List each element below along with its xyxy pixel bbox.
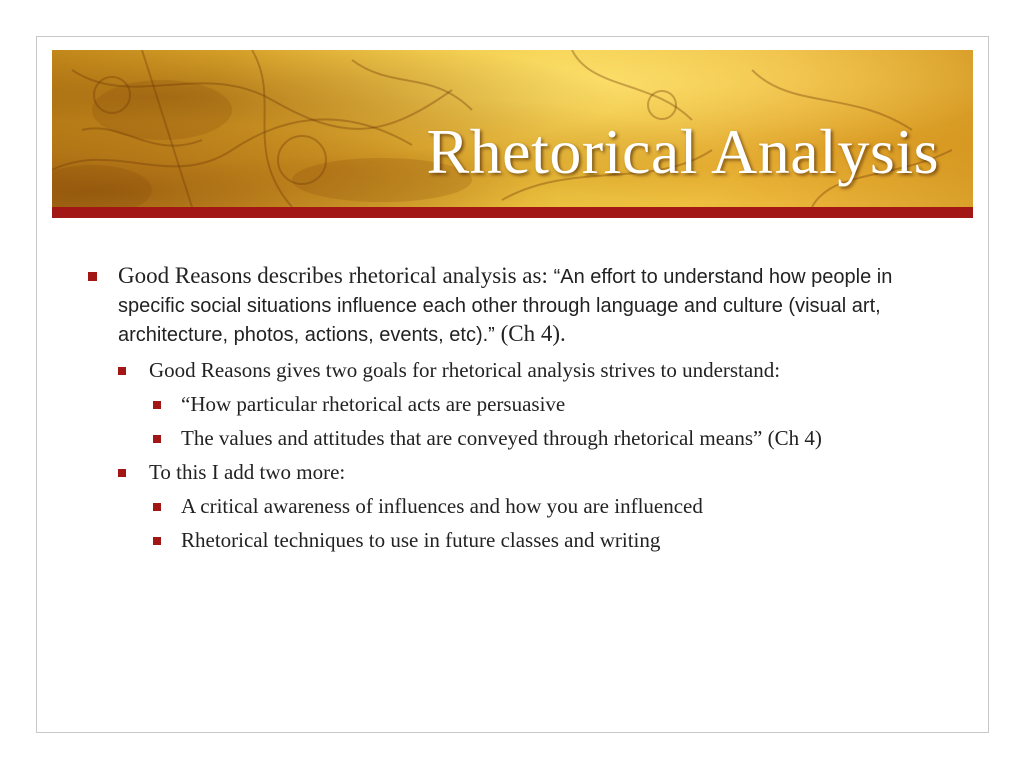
bullet-item-level2 [118,460,948,485]
bullet-item-level3 [153,494,948,519]
square-bullet-icon [153,401,161,409]
bullet-item-level3 [153,392,948,417]
bullet-item-level3 [153,528,948,553]
bullet-text: A critical awareness of influences and how you are influenced [181,494,703,518]
bullet-item-level2 [118,358,948,383]
slide-title: Rhetorical Analysis [426,116,939,187]
bullet-text [118,262,948,349]
bullet-text: “How particular rhetorical acts are persuasive [181,392,566,416]
quoted-definition: “An effort to understand how people in specific social situations influence each other through language and culture (visual art, architecture, photos, actions, events, etc).” [118,266,893,346]
square-bullet-icon [88,272,97,281]
square-bullet-icon [118,469,126,477]
square-bullet-icon [153,435,161,443]
square-bullet-icon [153,537,161,545]
bullet-list [88,262,948,553]
title-banner [52,50,973,207]
square-bullet-icon [118,367,126,375]
bullet-item-level3 [153,426,948,451]
title-underline-bar [52,207,973,218]
bullet-text-segment: (Ch 4). [494,321,566,346]
bullet-text: To this I add two more: [149,460,346,484]
bullet-text-segment: Good Reasons describes rhetorical analysis as: [118,263,554,288]
bullet-text: Rhetorical techniques to use in future classes and writing [181,528,661,552]
bullet-text: The values and attitudes that are conveyed through rhetorical means” (Ch 4) [181,426,822,450]
bullet-text: Good Reasons gives two goals for rhetorical analysis strives to understand: [149,358,781,382]
square-bullet-icon [153,503,161,511]
bullet-item-level1 [88,262,948,349]
